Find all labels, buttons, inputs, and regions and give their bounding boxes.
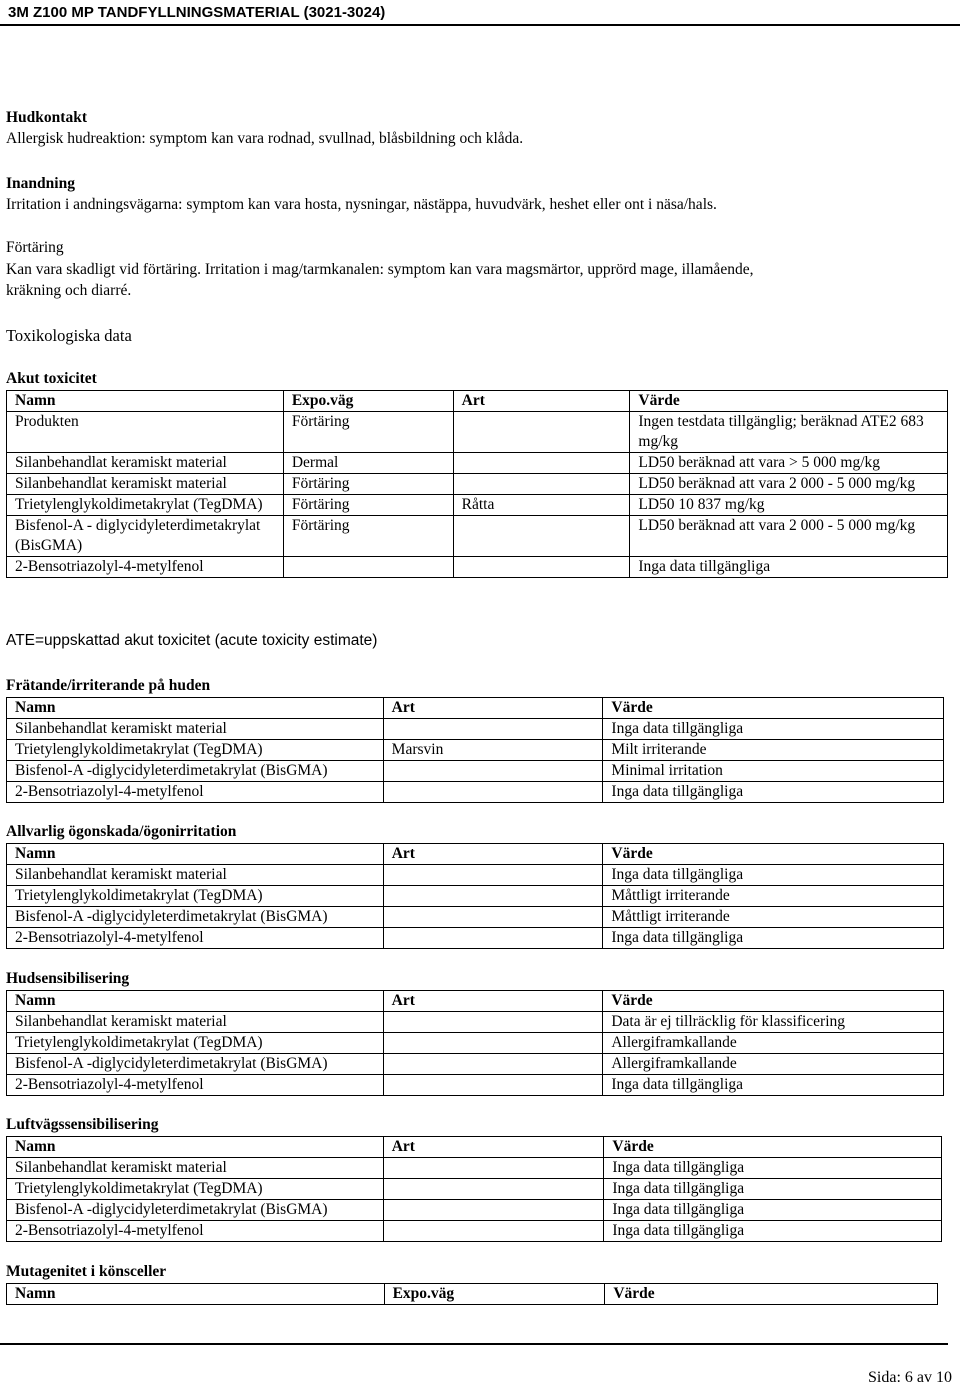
cell-value: LD50 beräknad att vara > 5 000 mg/kg <box>630 453 948 474</box>
cell-value: LD50 beräknad att vara 2 000 - 5 000 mg/kg <box>630 474 948 495</box>
cell-route <box>283 557 453 578</box>
eye-damage-table <box>6 843 944 949</box>
cell-route: Förtäring <box>283 412 453 453</box>
cell-value: Inga data tillgängliga <box>603 719 944 740</box>
table-row <box>7 474 948 495</box>
mutagenicity-table <box>6 1283 938 1305</box>
table-row <box>7 1075 944 1096</box>
cell-species <box>383 1179 604 1200</box>
table-row <box>7 782 944 803</box>
table-header-row <box>7 844 944 865</box>
cell-species <box>383 865 603 886</box>
cell-species <box>383 719 603 740</box>
cell-value: Data är ej tillräcklig för klassificering <box>603 1012 944 1033</box>
column-header: Art <box>383 1137 604 1158</box>
inhalation-text: Irritation i andningsvägarna: symptom kan vara hosta, nysningar, nästäppa, huvudvärk, heshet eller ont i näsa/hals. <box>6 196 717 213</box>
ingestion-heading: Förtäring <box>6 239 64 256</box>
table-header-row <box>7 991 944 1012</box>
column-header: Art <box>383 698 603 719</box>
cell-name: Trietylenglykoldimetakrylat (TegDMA) <box>7 495 284 516</box>
cell-name: Produkten <box>7 412 284 453</box>
column-header: Expo.väg <box>384 1284 605 1305</box>
cell-value: Måttligt irriterande <box>603 907 944 928</box>
skin-contact-heading: Hudkontakt <box>6 109 87 126</box>
table-row <box>7 557 948 578</box>
ingestion-text-line1: Kan vara skadligt vid förtäring. Irritation i mag/tarmkanalen: symptom kan vara magsmärtor, upprörd mage, illamående, <box>6 261 754 278</box>
cell-name: Silanbehandlat keramiskt material <box>7 865 384 886</box>
cell-value: Milt irriterande <box>603 740 944 761</box>
cell-name: 2-Bensotriazolyl-4-metylfenol <box>7 557 284 578</box>
cell-species <box>383 886 603 907</box>
table-row <box>7 495 948 516</box>
acute-toxicity-table <box>6 390 948 578</box>
cell-value: Inga data tillgängliga <box>603 865 944 886</box>
column-header: Art <box>383 991 603 1012</box>
table-row <box>7 907 944 928</box>
cell-value: LD50 10 837 mg/kg <box>630 495 948 516</box>
column-header: Art <box>383 844 603 865</box>
cell-species <box>383 1158 604 1179</box>
table-header-row <box>7 1137 942 1158</box>
cell-species <box>383 1054 603 1075</box>
inhalation-heading: Inandning <box>6 175 75 192</box>
cell-species <box>453 516 630 557</box>
cell-route: Förtäring <box>283 495 453 516</box>
cell-species: Råtta <box>453 495 630 516</box>
skin-sensitisation-table <box>6 990 944 1096</box>
cell-route: Förtäring <box>283 516 453 557</box>
eye-damage-heading: Allvarlig ögonskada/ögonirritation <box>6 823 237 840</box>
cell-species: Marsvin <box>383 740 603 761</box>
skin-irritation-table <box>6 697 944 803</box>
skin-contact-text: Allergisk hudreaktion: symptom kan vara rodnad, svullnad, blåsbildning och klåda. <box>6 130 524 147</box>
cell-name: Silanbehandlat keramiskt material <box>7 719 384 740</box>
column-header: Värde <box>603 698 944 719</box>
cell-name: Bisfenol-A - diglycidyleterdimetakrylat (BisGMA) <box>7 516 284 557</box>
table-row <box>7 1158 942 1179</box>
cell-value: Allergiframkallande <box>603 1033 944 1054</box>
column-header: Art <box>453 391 630 412</box>
cell-name: 2-Bensotriazolyl-4-metylfenol <box>7 928 384 949</box>
document-header <box>0 0 960 26</box>
table-row <box>7 1033 944 1054</box>
cell-species <box>453 412 630 453</box>
table-row <box>7 928 944 949</box>
page-number: Sida: 6 av 10 <box>868 1369 952 1386</box>
cell-name: Silanbehandlat keramiskt material <box>7 1012 384 1033</box>
cell-name: Silanbehandlat keramiskt material <box>7 1158 384 1179</box>
cell-species <box>453 474 630 495</box>
cell-species <box>383 782 603 803</box>
cell-name: Bisfenol-A -diglycidyleterdimetakrylat (BisGMA) <box>7 1054 384 1075</box>
table-header-row <box>7 698 944 719</box>
cell-species <box>383 1012 603 1033</box>
table-row <box>7 453 948 474</box>
skin-irritation-heading: Frätande/irriterande på huden <box>6 677 211 694</box>
cell-species <box>383 1075 603 1096</box>
cell-name: Bisfenol-A -diglycidyleterdimetakrylat (BisGMA) <box>7 761 384 782</box>
table-row <box>7 1054 944 1075</box>
column-header: Namn <box>7 391 284 412</box>
cell-species <box>453 557 630 578</box>
respiratory-sensitisation-table <box>6 1136 942 1242</box>
table-row <box>7 412 948 453</box>
cell-route: Förtäring <box>283 474 453 495</box>
tox-data-heading: Toxikologiska data <box>6 326 132 345</box>
cell-name: Trietylenglykoldimetakrylat (TegDMA) <box>7 740 384 761</box>
cell-value: Inga data tillgängliga <box>603 928 944 949</box>
column-header: Värde <box>604 1137 942 1158</box>
cell-name: Trietylenglykoldimetakrylat (TegDMA) <box>7 886 384 907</box>
column-header: Namn <box>7 698 384 719</box>
mutagenicity-heading: Mutagenitet i könsceller <box>6 1263 167 1280</box>
cell-value: Inga data tillgängliga <box>630 557 948 578</box>
cell-value: LD50 beräknad att vara 2 000 - 5 000 mg/kg <box>630 516 948 557</box>
cell-species <box>383 1200 604 1221</box>
table-row <box>7 1179 942 1200</box>
table-row <box>7 865 944 886</box>
cell-species <box>383 1221 604 1242</box>
cell-value: Måttligt irriterande <box>603 886 944 907</box>
table-row <box>7 1200 942 1221</box>
column-header: Värde <box>603 844 944 865</box>
column-header: Namn <box>7 991 384 1012</box>
document-title: 3M Z100 MP TANDFYLLNINGSMATERIAL (3021-3024) <box>8 4 386 21</box>
column-header: Namn <box>7 1137 384 1158</box>
column-header: Namn <box>7 1284 385 1305</box>
cell-name: Bisfenol-A -diglycidyleterdimetakrylat (BisGMA) <box>7 907 384 928</box>
cell-route: Dermal <box>283 453 453 474</box>
cell-name: Silanbehandlat keramiskt material <box>7 474 284 495</box>
cell-species <box>383 907 603 928</box>
cell-species <box>383 1033 603 1054</box>
cell-value: Inga data tillgängliga <box>603 782 944 803</box>
table-row <box>7 761 944 782</box>
table-row <box>7 719 944 740</box>
table-row <box>7 740 944 761</box>
cell-name: 2-Bensotriazolyl-4-metylfenol <box>7 782 384 803</box>
cell-value: Minimal irritation <box>603 761 944 782</box>
cell-value: Inga data tillgängliga <box>603 1075 944 1096</box>
column-header: Värde <box>603 991 944 1012</box>
cell-value: Inga data tillgängliga <box>604 1179 942 1200</box>
cell-value: Allergiframkallande <box>603 1054 944 1075</box>
cell-species <box>383 761 603 782</box>
cell-value: Inga data tillgängliga <box>604 1221 942 1242</box>
table-row <box>7 1012 944 1033</box>
cell-name: 2-Bensotriazolyl-4-metylfenol <box>7 1075 384 1096</box>
table-row <box>7 1221 942 1242</box>
cell-name: 2-Bensotriazolyl-4-metylfenol <box>7 1221 384 1242</box>
skin-sensitisation-heading: Hudsensibilisering <box>6 970 130 987</box>
column-header: Namn <box>7 844 384 865</box>
column-header: Expo.väg <box>283 391 453 412</box>
cell-name: Silanbehandlat keramiskt material <box>7 453 284 474</box>
ate-note: ATE=uppskattad akut toxicitet (acute toxicity estimate) <box>6 632 378 649</box>
ingestion-text-line2: kräkning och diarré. <box>6 282 132 299</box>
cell-species <box>453 453 630 474</box>
cell-value: Inga data tillgängliga <box>604 1158 942 1179</box>
cell-value: Inga data tillgängliga <box>604 1200 942 1221</box>
cell-name: Bisfenol-A -diglycidyleterdimetakrylat (BisGMA) <box>7 1200 384 1221</box>
acute-toxicity-heading: Akut toxicitet <box>6 370 97 387</box>
cell-name: Trietylenglykoldimetakrylat (TegDMA) <box>7 1033 384 1054</box>
table-header-row <box>7 391 948 412</box>
column-header: Värde <box>630 391 948 412</box>
respiratory-sensitisation-heading: Luftvägssensibilisering <box>6 1116 159 1133</box>
cell-species <box>383 928 603 949</box>
table-row <box>7 516 948 557</box>
cell-name: Trietylenglykoldimetakrylat (TegDMA) <box>7 1179 384 1200</box>
column-header: Värde <box>605 1284 938 1305</box>
cell-value: Ingen testdata tillgänglig; beräknad ATE2 683 mg/kg <box>630 412 948 453</box>
table-row <box>7 886 944 907</box>
table-header-row <box>7 1284 938 1305</box>
footer-divider <box>0 1343 948 1345</box>
